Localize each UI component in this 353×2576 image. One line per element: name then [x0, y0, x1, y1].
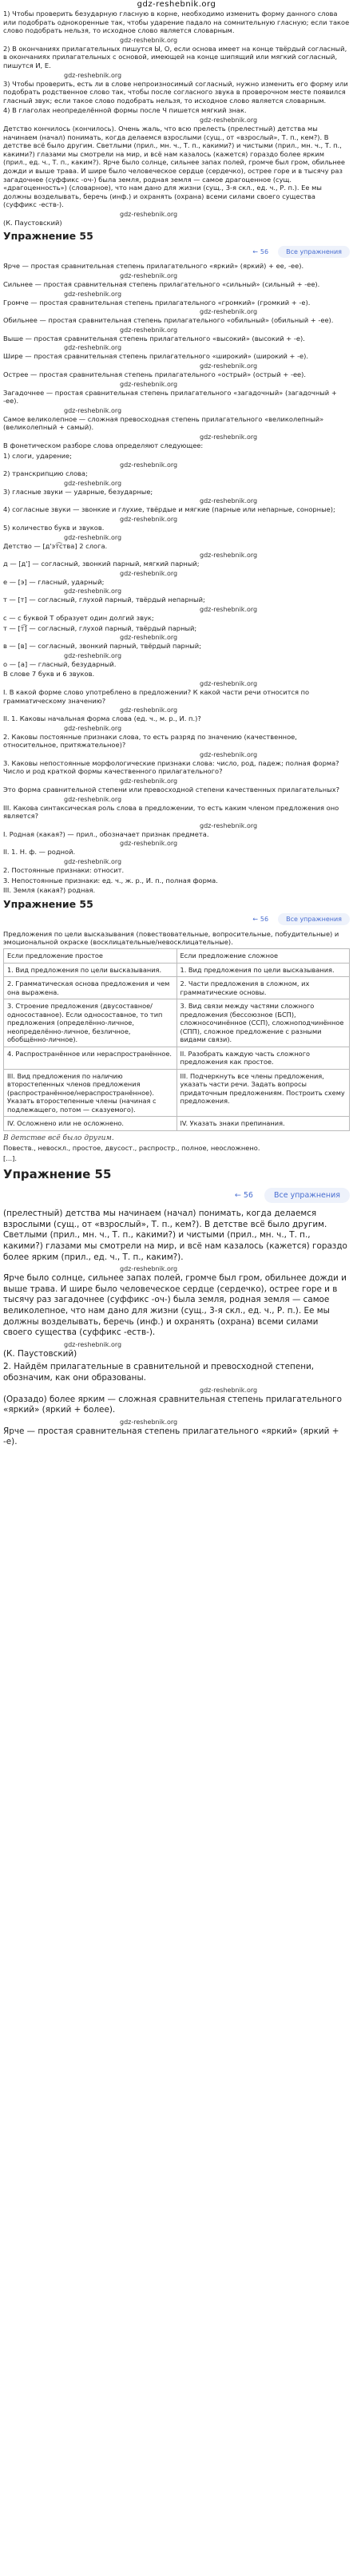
table-cell: 3. Вид связи между частями сложного предложения (бессоюзное (БСП), сложносочинённое (ССП), сложноподчинённое (СПП), сложное предложение с разными видами связи).: [176, 999, 350, 1047]
prev-exercise-button[interactable]: ← 56: [234, 1190, 253, 1200]
watermark: gdz-reshebnik.org: [64, 1340, 122, 1348]
prev-exercise-button[interactable]: ← 56: [252, 916, 269, 924]
morph-answer: III. Земля (какая?) родная.: [3, 886, 96, 895]
phonetic-letter: е — [э] — гласный, ударный;: [3, 577, 105, 586]
watermark: gdz-reshebnik.org: [200, 433, 258, 441]
watermark: gdz-reshebnik.org: [200, 362, 258, 370]
arrow-left-icon: ←: [252, 247, 258, 255]
watermark: gdz-reshebnik.org: [64, 71, 122, 79]
watermark: gdz-reshebnik.org: [120, 461, 178, 469]
phonetic-letter: т — [т͡] — согласный, глухой парный, твёрдый парный;: [3, 623, 197, 632]
table-cell: 2. Части предложения в сложном, их грамматические основы.: [176, 977, 350, 999]
prev-exercise-button[interactable]: ← 56: [252, 247, 269, 255]
watermark: gdz-reshebnik.org: [120, 840, 178, 848]
watermark: gdz-reshebnik.org: [64, 479, 122, 487]
watermark: gdz-reshebnik.org: [64, 533, 122, 541]
rule-4: 4) В глаголах неопределённой формы после Ч пишется мягкий знак.: [3, 106, 247, 115]
analysis-line: Выше — простая сравнительная степень прилагательного «высокий» (высокий + -е).: [3, 334, 305, 342]
morph-question: III. Какова синтаксическая роль слова в предложении, то есть каким членом предложения оно является?: [3, 803, 339, 821]
analysis-line: Сильнее — простая сравнительная степень прилагательного «сильный» (сильный + -ее).: [3, 280, 320, 289]
table-row: [4, 949, 350, 964]
watermark: gdz-reshebnik.org: [120, 210, 178, 218]
phonetic-letter: т — [т] — согласный, глухой парный, твёрдый непарный;: [3, 596, 205, 604]
syntax-parse-table: [3, 948, 350, 1131]
table-intro: Предложения по цели высказывания (повествовательные, вопросительные, побудительные) и эмоциональной окраске (восклицательные/невосклицательные).: [3, 929, 339, 947]
exercise-nav: [3, 1186, 350, 1204]
table-cell: IV. Указать знаки препинания.: [176, 1117, 350, 1131]
exercise-title: Упражнение 55: [3, 897, 93, 910]
watermark: gdz-reshebnik.org: [200, 308, 258, 316]
table-cell: Если предложение сложное: [176, 949, 350, 964]
handwritten-sentence: В детстве всё было другим.: [3, 1134, 114, 1142]
analysis-line: Самое великолепное — сложная превосходная степень прилагательного «великолепный» (великолепный + самый).: [3, 414, 324, 432]
analysis-line: Шире — простая сравнительная степень прилагательного «широкий» (широкий + -е).: [3, 352, 309, 361]
exercise-title: Упражнение 55: [3, 230, 93, 243]
table-row: [4, 1117, 350, 1131]
morph-question: Это форма сравнительной степени или превосходной степени качественных прилагательных?: [3, 785, 340, 794]
morph-question: I. В какой форме слово употреблено в предложении? К какой части речи относится по грамматическому значению?: [3, 687, 310, 705]
text-paragraph: (прелестный) детства мы начинаем (начал) понимать, когда делаемся взрослыми (сущ., от «взрослый», Т. п., кем?). В детстве всё было другим. Светлыми (прил., мн. ч., Т. п., какими?) и чистыми (прил., мн. ч., Т. п., какими?) глазами мы смотрели на мир, и всё нам казалось (кажется) гораздо более ярким (прил., ед. ч., Т. п., каким?).: [3, 1209, 347, 1262]
morph-answer: 2. Постоянные признаки: относит.: [3, 866, 125, 875]
watermark: gdz-reshebnik.org: [64, 406, 122, 414]
phonetic-intro: В фонетическом разборе слова определяют следующее:: [3, 441, 204, 449]
morph-answer: 3. Непостоянные признаки: ед. ч., ж. р., И. п., полная форма.: [3, 876, 218, 884]
watermark: gdz-reshebnik.org: [120, 634, 178, 642]
watermark: gdz-reshebnik.org: [64, 724, 122, 732]
phonetic-step: 1) слоги, ударение;: [3, 451, 72, 460]
watermark: gdz-reshebnik.org: [120, 778, 178, 785]
table-row: [4, 1047, 350, 1069]
all-exercises-button[interactable]: Все упражнения: [264, 1188, 350, 1203]
watermark: gdz-reshebnik.org: [200, 116, 258, 124]
rule-2: 2) В окончаниях прилагательных пишутся Ы, О, если основа имеет на конце твёрдый согласный, в окончаниях прилагательных с основой, имеющей на конце шипящий или мягкий согласный, пишутся И, Е.: [3, 44, 347, 69]
watermark: gdz-reshebnik.org: [64, 588, 122, 596]
all-exercises-button[interactable]: Все упражнения: [278, 246, 350, 258]
table-cell: III. Подчеркнуть все члены предложения, указать части речи. Задать вопросы придаточным предложениям. Построить схему предложения.: [176, 1069, 350, 1117]
table-cell: Если предложение простое: [4, 949, 177, 964]
watermark: gdz-reshebnik.org: [120, 569, 178, 577]
morph-question: II. 1. Каковы начальная форма слова (ед. ч., м. р., И. п.)?: [3, 714, 201, 723]
analysis-line: Ярче — простая сравнительная степень прилагательного «яркий» (яркий + -е).: [3, 1426, 339, 1447]
phonetic-letter: о — [а] — гласный, безударный.: [3, 659, 117, 668]
watermark: gdz-reshebnik.org: [64, 344, 122, 352]
table-cell: 1. Вид предложения по цели высказывания.: [176, 963, 350, 977]
exercise-title: Упражнение 55: [3, 1167, 112, 1182]
table-row: [4, 999, 350, 1047]
table-cell: 2. Грамматическая основа предложения и чем она выражена.: [4, 977, 177, 999]
watermark: gdz-reshebnik.org: [200, 497, 258, 505]
morph-question: 3. Каковы непостоянные морфологические признаки слова: число, род, падеж; полная форма? Число и род краткой формы качественного прилагательного?: [3, 758, 339, 776]
phonetic-letter: д — [д'] — согласный, звонкий парный, мягкий парный;: [3, 560, 200, 568]
morph-answer: II. 1. Н. ф. — родной.: [3, 848, 76, 857]
analysis-line: Загадочнее — простая сравнительная степень прилагательного «загадочный» (загадочный + -ее).: [3, 388, 337, 406]
rule-1: 1) Чтобы проверить безударную гласную в корне, необходимо изменить форму данного слова или подобрать однокоренные так, чтобы ударение падало на сомнительную гласную; если такое слово подобрать нельзя, то исходное слово является словарным.: [3, 10, 350, 35]
watermark: gdz-reshebnik.org: [120, 706, 178, 714]
phonetic-letter: в — [в] — согласный, звонкий парный, твёрдый парный;: [3, 642, 201, 651]
table-cell: 3. Строение предложения (двусоставное/односоставное). Если односоставное, то тип предложения (определённо-личное, неопределённо-личное, безличное, обобщённо-личное).: [4, 999, 177, 1047]
phonetic-step: 5) количество букв и звуков.: [3, 523, 105, 532]
watermark: gdz-reshebnik.org: [200, 605, 258, 613]
text-author: (К. Паустовский): [3, 1348, 77, 1359]
watermark: gdz-reshebnik.org: [120, 1418, 178, 1426]
exercise-nav: [3, 244, 350, 259]
watermark: gdz-reshebnik.org: [200, 679, 258, 687]
table-row: [4, 1069, 350, 1117]
table-row: [4, 963, 350, 977]
watermark: gdz-reshebnik.org: [200, 552, 258, 560]
table-row: [4, 977, 350, 999]
watermark: gdz-reshebnik.org: [120, 326, 178, 334]
arrow-left-icon: ←: [234, 1190, 241, 1200]
table-cell: 1. Вид предложения по цели высказывания.: [4, 963, 177, 977]
text-author: (К. Паустовский): [3, 218, 62, 227]
analysis-line: Громче — простая сравнительная степень прилагательного «громкий» (громкий + -е).: [3, 298, 311, 307]
watermark: gdz-reshebnik.org: [120, 515, 178, 523]
table-cell: 4. Распространённое или нераспространённое.: [4, 1047, 177, 1069]
morph-answer: I. Родная (какая?) — прил., обозначает признак предмета.: [3, 829, 209, 838]
watermark: gdz-reshebnik.org: [120, 36, 178, 44]
analysis-line: Ярче — простая сравнительная степень прилагательного «яркий» (яркий) + ее, -ее).: [3, 262, 304, 271]
text-paragraph: Детство кончилось (кончилось). Очень жаль, что всю прелесть (прелестный) детства мы начинаем (начал) понимать, когда делаемся взрослыми (сущ., от «взрослый», Т. п., кем?). В детстве всё было другим. Светлыми (прил., мн. ч., Т. п., какими?) и чистыми (прил., мн. ч., Т. п., какими?) глазами мы смотрели на мир, и всё нам казалось (кажется) гораздо более ярким (прил., ед. ч., Т. п., каким?). Ярче было солнце, сильнее запах полей, громче был гром, обильнее дожди и выше трава. И шире было человеческое сердце (сердечко), острее горе и в тысячу раз загадочнее (суффикс -оч-) была земля, родная земля — самое драгоценное (сущ. «драгоценность») (словарное), что нам дано для жизни (сущ., 3-я скл., ед. ч., Р. п.). Ее мы должны возделывать, беречь (инф.) и охранять (охрана) всеми силами своего существа (суффикс -еств-).: [3, 124, 345, 209]
site-header[interactable]: gdz-reshebnik.org: [137, 0, 216, 9]
all-exercises-button[interactable]: Все упражнения: [278, 913, 350, 925]
watermark: gdz-reshebnik.org: [200, 1386, 258, 1394]
text-paragraph: Ярче было солнце, сильнее запах полей, громче был гром, обильнее дожди и выше трава. И шире было человеческое сердце (сердечко), острее горе и в тысячу раз загадочнее (суффикс -оч-) была земля, родная земля — самое великолепное, что нам дано для жизни (сущ., 3-я скл., ед. ч., Р. п.). Ее мы должны возделывать, беречь (инф.) и охранять (охрана) всеми силами своего существа (суффикс -еств-).: [3, 1273, 347, 1338]
watermark: gdz-reshebnik.org: [64, 290, 122, 298]
task-step: 2. Найдём прилагательные в сравнительной и превосходной степени, обозначим, как они образованы.: [3, 1362, 315, 1383]
sentence-characteristics: Повеств., невоскл., простое, двусост., распростр., полное, неосложнено.: [3, 1144, 260, 1153]
watermark: gdz-reshebnik.org: [64, 795, 122, 803]
watermark: gdz-reshebnik.org: [200, 750, 258, 758]
watermark: gdz-reshebnik.org: [64, 651, 122, 659]
phonetic-step: 3) гласные звуки — ударные, безударные;: [3, 487, 153, 496]
sentence-scheme: [...].: [3, 1153, 18, 1162]
phonetic-step: 2) транскрипцию слова;: [3, 469, 88, 478]
table-cell: II. Разобрать каждую часть сложного предложения как простое.: [176, 1047, 350, 1069]
phonetic-summary: В слове 7 букв и 6 звуков.: [3, 670, 95, 679]
watermark: gdz-reshebnik.org: [120, 272, 178, 280]
watermark: gdz-reshebnik.org: [120, 1265, 178, 1273]
table-cell: IV. Осложнено или не осложнено.: [4, 1117, 177, 1131]
morph-question: 2. Каковы постоянные признаки слова, то есть разряд по значению (качественное, относительное, притяжательное)?: [3, 732, 297, 750]
phonetic-word: Детство — [д'эт͡ства] 2 слога.: [3, 541, 108, 550]
table-cell: III. Вид предложения по наличию второстепенных членов предложения (распространённое/нераспространённое). Указать второстепенные члены (начиная с подлежащего, потом — сказуемого).: [4, 1069, 177, 1117]
rule-3: 3) Чтобы проверить, есть ли в слове непроизносимый согласный, нужно изменить его форму или подобрать родственное слово так, чтобы после согласного звука в проверочном месте появился гласный звук; если такое слово подобрать нельзя, то исходное слово является словарным.: [3, 79, 348, 105]
phonetic-step: 4) согласные звуки — звонкие и глухие, твёрдые и мягкие (парные или непарные, сонорные);: [3, 505, 335, 514]
analysis-line: Острее — простая сравнительная степень прилагательного «острый» (острый + -ее).: [3, 370, 307, 379]
watermark: gdz-reshebnik.org: [120, 380, 178, 388]
arrow-left-icon: ←: [252, 916, 258, 924]
watermark: gdz-reshebnik.org: [200, 821, 258, 829]
exercise-nav: [3, 912, 350, 927]
phonetic-letter: с — с буквой Т образует один долгий звук;: [3, 613, 154, 622]
analysis-line: (Оразадо) более ярким — сложная сравнительная степень прилагательного «яркий» (яркий + более).: [3, 1394, 342, 1415]
analysis-line: Обильнее — простая сравнительная степень прилагательного «обильный» (обильный + -ее).: [3, 316, 334, 325]
watermark: gdz-reshebnik.org: [64, 858, 122, 866]
